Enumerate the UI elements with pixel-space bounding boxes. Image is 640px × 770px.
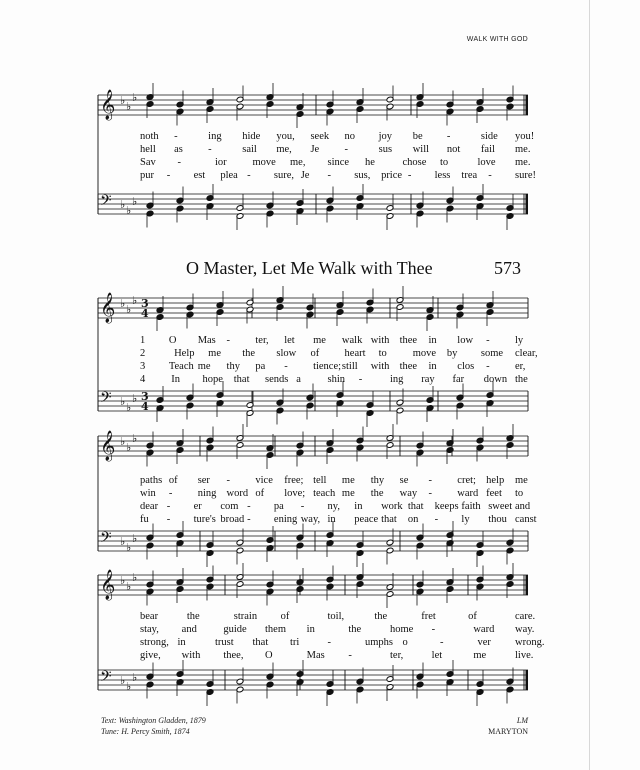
lyric-syllable: me. xyxy=(515,144,531,155)
lyric-syllable: that xyxy=(407,501,424,512)
lyric-syllable: some xyxy=(480,348,504,359)
syllable-hyphen: - xyxy=(358,374,363,385)
lyric-syllable: me xyxy=(197,361,211,372)
lyric-syllable: side xyxy=(480,131,498,142)
lyric-syllable: ter, xyxy=(255,335,269,346)
syllable-hyphen: - xyxy=(434,514,439,525)
syllable-hyphen: - xyxy=(428,488,432,499)
lyric-syllable: love xyxy=(477,157,496,168)
lyric-syllable: in xyxy=(354,501,363,512)
lyric-syllable: thy xyxy=(226,361,240,372)
lyric-syllable: home xyxy=(390,624,414,635)
lyric-syllable: hell xyxy=(140,144,156,155)
lyric-syllable: 1 xyxy=(140,335,146,346)
flat-sign: ♭ xyxy=(126,541,132,554)
time-signature: 3 xyxy=(141,390,149,403)
lyric-syllable: stay, xyxy=(140,624,159,635)
syllable-hyphen: - xyxy=(431,624,436,635)
lyric-syllable: clear, xyxy=(515,348,538,359)
lyric-syllable: and xyxy=(515,501,531,512)
syllable-hyphen: - xyxy=(486,361,490,372)
flat-sign: ♭ xyxy=(132,571,138,584)
lyric-syllable: o xyxy=(402,637,408,648)
lyric-syllable: love; xyxy=(284,488,306,499)
lyric-syllable: he xyxy=(365,157,375,168)
lyric-syllable: hide xyxy=(242,131,261,142)
lyric-syllable: ny, xyxy=(327,501,340,512)
lyric-syllable: trea xyxy=(461,170,478,181)
syllable-hyphen: - xyxy=(446,131,451,142)
lyric-syllable: ening xyxy=(273,514,298,525)
lyric-line xyxy=(0,475,640,487)
final-barline xyxy=(526,95,529,115)
lyric-syllable: them xyxy=(265,624,286,635)
lyric-syllable: give, xyxy=(140,650,161,661)
lyric-syllable: trust xyxy=(215,637,234,648)
lyric-syllable: in xyxy=(177,637,186,648)
lyric-syllable: let xyxy=(431,650,443,661)
lyric-syllable: sure! xyxy=(515,170,536,181)
flat-sign: ♭ xyxy=(132,392,138,405)
syllable-hyphen: - xyxy=(166,170,171,181)
lyric-syllable: tri xyxy=(290,637,300,648)
lyric-line xyxy=(0,637,640,649)
lyric-syllable: guide xyxy=(223,624,247,635)
lyric-syllable: ward xyxy=(473,624,495,635)
lyric-syllable: by xyxy=(446,348,458,359)
lyric-syllable: that xyxy=(381,514,397,525)
syllable-hyphen: - xyxy=(327,637,331,648)
final-barline xyxy=(526,670,529,690)
lyric-syllable: to xyxy=(440,157,449,168)
tune-name: MARYTON xyxy=(488,727,528,736)
lyric-line xyxy=(0,144,640,156)
lyric-syllable: Mas xyxy=(306,650,325,661)
treble-clef: 𝄞 xyxy=(100,90,116,120)
syllable-hyphen: - xyxy=(247,170,251,181)
flat-sign: ♭ xyxy=(120,674,126,687)
lyric-syllable: will xyxy=(412,144,430,155)
lyric-syllable: in xyxy=(428,335,437,346)
lyric-syllable: me. xyxy=(515,157,531,168)
lyric-syllable: Help xyxy=(174,348,195,359)
lyric-syllable: sends xyxy=(265,374,289,385)
lyric-syllable: a xyxy=(296,374,301,385)
lyric-line xyxy=(0,611,640,623)
lyric-syllable: er, xyxy=(515,361,526,372)
final-barline xyxy=(526,194,529,214)
syllable-hyphen: - xyxy=(247,501,251,512)
flat-sign: ♭ xyxy=(120,94,126,107)
lyric-line xyxy=(0,131,640,143)
lyric-syllable: the xyxy=(242,348,256,359)
lyric-syllable: me xyxy=(208,348,221,359)
treble-clef: 𝄞 xyxy=(100,431,116,461)
lyric-syllable: ly xyxy=(461,514,470,525)
lyric-syllable: shin xyxy=(327,374,346,385)
lyric-syllable: the xyxy=(186,611,200,622)
lyric-syllable: tell xyxy=(313,475,327,486)
bass-clef: 𝄢 xyxy=(100,668,112,689)
lyric-syllable: sus xyxy=(378,144,393,155)
lyric-syllable: se xyxy=(399,475,409,486)
treble-clef: 𝄞 xyxy=(100,570,116,600)
lyric-syllable: less xyxy=(434,170,451,181)
lyric-syllable: cret; xyxy=(457,475,476,486)
lyric-syllable: peace xyxy=(354,514,379,525)
lyric-syllable: Mas xyxy=(197,335,216,346)
lyric-syllable: since xyxy=(327,157,350,168)
lyric-syllable: plea xyxy=(220,170,238,181)
lyric-syllable: word xyxy=(226,488,249,499)
lyric-syllable: er xyxy=(193,501,202,512)
lyric-syllable: move xyxy=(412,348,437,359)
lyric-syllable: Teach xyxy=(168,361,194,372)
lyric-syllable: com xyxy=(220,501,239,512)
lyric-syllable: hope xyxy=(202,374,223,385)
lyric-syllable: broad xyxy=(220,514,245,525)
lyric-syllable: ture's xyxy=(193,514,216,525)
lyric-syllable: est xyxy=(193,170,206,181)
lyric-syllable: help xyxy=(486,475,505,486)
lyric-syllable: with xyxy=(370,335,390,346)
syllable-hyphen: - xyxy=(168,488,173,499)
lyric-syllable: sus, xyxy=(354,170,371,181)
lyric-syllable: as xyxy=(174,144,183,155)
lyric-syllable: of xyxy=(255,488,265,499)
lyric-syllable: the xyxy=(348,624,362,635)
lyric-syllable: me, xyxy=(290,157,306,168)
lyric-syllable: seek xyxy=(310,131,330,142)
lyric-syllable: sure, xyxy=(273,170,295,181)
lyric-syllable: you! xyxy=(515,131,535,142)
flat-sign: ♭ xyxy=(120,435,126,448)
lyric-line xyxy=(0,361,640,373)
lyric-syllable: free; xyxy=(284,475,304,486)
syllable-hyphen: - xyxy=(247,514,251,525)
syllable-hyphen: - xyxy=(428,475,432,486)
lyric-syllable: thou xyxy=(488,514,507,525)
lyric-syllable: low xyxy=(457,335,474,346)
section-header: WALK WITH GOD xyxy=(466,36,528,43)
lyric-syllable: faith xyxy=(461,501,481,512)
lyric-syllable: 4 xyxy=(140,374,146,385)
lyric-syllable: move xyxy=(252,157,276,168)
text-credit: Text: Washington Gladden, 1879 xyxy=(101,716,206,725)
bass-clef: 𝄢 xyxy=(100,192,112,213)
lyric-syllable: ray xyxy=(421,374,435,385)
flat-sign: ♭ xyxy=(120,535,126,548)
lyric-syllable: on xyxy=(407,514,419,525)
lyric-syllable: live. xyxy=(515,650,534,661)
lyric-syllable: of xyxy=(168,475,178,486)
lyric-syllable: ser xyxy=(197,475,210,486)
lyric-syllable: chose xyxy=(402,157,427,168)
lyric-syllable: that xyxy=(252,637,269,648)
syllable-hyphen: - xyxy=(348,650,352,661)
lyric-syllable: paths xyxy=(140,475,163,486)
lyric-syllable: dear xyxy=(140,501,159,512)
lyric-syllable: the xyxy=(515,374,528,385)
flat-sign: ♭ xyxy=(132,91,138,104)
lyric-syllable: ver xyxy=(477,637,491,648)
syllable-hyphen: - xyxy=(407,170,412,181)
syllable-hyphen: - xyxy=(226,475,231,486)
lyric-syllable: 2 xyxy=(140,348,146,359)
lyric-syllable: still xyxy=(341,361,358,372)
lyric-syllable: ly xyxy=(515,335,524,346)
lyric-syllable: wrong. xyxy=(515,637,545,648)
treble-clef: 𝄞 xyxy=(100,293,116,323)
lyric-syllable: thee xyxy=(399,335,418,346)
lyric-syllable: me xyxy=(341,475,355,486)
lyric-syllable: clos xyxy=(457,361,475,372)
lyric-syllable: and xyxy=(181,624,197,635)
lyric-syllable: ward xyxy=(457,488,479,499)
syllable-hyphen: - xyxy=(488,170,492,181)
lyric-syllable: canst xyxy=(515,514,537,525)
lyric-syllable: umphs xyxy=(365,637,394,648)
lyric-syllable: be xyxy=(412,131,423,142)
lyric-syllable: Je xyxy=(300,170,310,181)
lyric-syllable: in xyxy=(306,624,315,635)
lyric-syllable: keeps xyxy=(434,501,459,512)
lyric-syllable: strain xyxy=(233,611,258,622)
lyric-syllable: in xyxy=(428,361,437,372)
syllable-hyphen: - xyxy=(344,144,349,155)
lyric-syllable: to xyxy=(515,488,524,499)
lyric-syllable: thy xyxy=(370,475,385,486)
lyric-syllable: Sav xyxy=(140,157,156,168)
lyric-syllable: pur xyxy=(140,170,154,181)
lyric-syllable: ter, xyxy=(390,650,404,661)
lyric-line xyxy=(0,501,640,513)
lyric-syllable: bear xyxy=(140,611,159,622)
lyric-syllable: you, xyxy=(276,131,295,142)
lyric-syllable: with xyxy=(370,361,390,372)
lyric-syllable: down xyxy=(483,374,508,385)
lyric-syllable: Je xyxy=(310,144,320,155)
lyric-syllable: ing xyxy=(208,131,222,142)
flat-sign: ♭ xyxy=(120,297,126,310)
lyric-syllable: in xyxy=(327,514,336,525)
lyric-syllable: of xyxy=(280,611,290,622)
lyric-syllable: sail xyxy=(242,144,257,155)
lyric-syllable: walk xyxy=(341,335,363,346)
lyric-syllable: heart xyxy=(344,348,366,359)
time-signature: 4 xyxy=(141,307,149,320)
lyric-syllable: price xyxy=(381,170,403,181)
lyric-syllable: win xyxy=(140,488,156,499)
lyric-line xyxy=(0,488,640,500)
lyric-syllable: way. xyxy=(515,624,535,635)
lyric-syllable: of xyxy=(310,348,320,359)
lyric-line xyxy=(0,335,640,347)
flat-sign: ♭ xyxy=(126,303,132,316)
syllable-hyphen: - xyxy=(166,501,171,512)
syllable-hyphen: - xyxy=(327,170,331,181)
flat-sign: ♭ xyxy=(132,432,138,445)
syllable-hyphen: - xyxy=(177,157,181,168)
lyric-syllable: far xyxy=(452,374,465,385)
lyric-syllable: teach xyxy=(313,488,336,499)
lyric-syllable: work xyxy=(381,501,403,512)
syllable-hyphen: - xyxy=(166,514,171,525)
lyric-line xyxy=(0,157,640,169)
bass-clef: 𝄢 xyxy=(100,389,112,410)
lyric-syllable: 3 xyxy=(140,361,146,372)
lyric-line xyxy=(0,170,640,182)
time-signature: 3 xyxy=(141,297,149,310)
lyric-syllable: pa xyxy=(255,361,266,372)
lyric-syllable: fret xyxy=(421,611,436,622)
bass-clef: 𝄢 xyxy=(100,529,112,550)
lyric-syllable: care. xyxy=(515,611,536,622)
lyric-line xyxy=(0,650,640,662)
lyric-syllable: me, xyxy=(276,144,292,155)
lyric-line xyxy=(0,348,640,360)
lyric-syllable: to xyxy=(378,348,387,359)
lyric-syllable: tience; xyxy=(313,361,342,372)
lyric-syllable: the xyxy=(370,488,384,499)
meter: LM xyxy=(516,716,528,725)
lyric-syllable: thee xyxy=(399,361,418,372)
time-signature: 4 xyxy=(141,400,149,413)
lyric-syllable: me xyxy=(473,650,487,661)
lyric-syllable: joy xyxy=(378,131,393,142)
lyric-syllable: noth xyxy=(140,131,159,142)
lyric-syllable: O xyxy=(265,650,273,661)
flat-sign: ♭ xyxy=(126,204,132,217)
flat-sign: ♭ xyxy=(120,395,126,408)
lyric-syllable: ning xyxy=(197,488,217,499)
lyric-syllable: me xyxy=(515,475,528,486)
final-barline xyxy=(526,575,529,595)
lyric-syllable: the xyxy=(374,611,388,622)
lyric-syllable: way, xyxy=(300,514,321,525)
lyric-syllable: let xyxy=(284,335,295,346)
lyric-syllable: fu xyxy=(140,514,149,525)
syllable-hyphen: - xyxy=(486,335,490,346)
hymn-title: O Master, Let Me Walk with Thee xyxy=(186,258,433,278)
lyric-syllable: me xyxy=(341,488,355,499)
lyric-syllable: with xyxy=(181,650,201,661)
lyric-syllable: sweet xyxy=(488,501,513,512)
syllable-hyphen: - xyxy=(208,144,212,155)
lyric-syllable: thee, xyxy=(223,650,244,661)
syllable-hyphen: - xyxy=(284,361,288,372)
lyric-syllable: me xyxy=(313,335,326,346)
syllable-hyphen: - xyxy=(300,501,305,512)
flat-sign: ♭ xyxy=(126,680,132,693)
flat-sign: ♭ xyxy=(126,401,132,414)
lyric-syllable: fail xyxy=(480,144,495,155)
lyric-syllable: of xyxy=(468,611,477,622)
flat-sign: ♭ xyxy=(126,441,132,454)
syllable-hyphen: - xyxy=(226,335,231,346)
lyric-syllable: way xyxy=(399,488,418,499)
lyric-syllable: vice xyxy=(255,475,273,486)
syllable-hyphen: - xyxy=(174,131,178,142)
lyric-syllable: not xyxy=(446,144,461,155)
flat-sign: ♭ xyxy=(132,671,138,684)
lyric-syllable: O xyxy=(168,335,177,346)
hymn-number: 573 xyxy=(494,258,521,278)
lyric-syllable: feet xyxy=(486,488,502,499)
lyric-syllable: strong, xyxy=(140,637,169,648)
lyric-syllable: slow xyxy=(276,348,297,359)
flat-sign: ♭ xyxy=(126,580,132,593)
tune-credit: Tune: H. Percy Smith, 1874 xyxy=(101,727,190,736)
flat-sign: ♭ xyxy=(126,100,132,113)
lyric-line xyxy=(0,374,640,386)
lyric-syllable: pa xyxy=(273,501,284,512)
lyric-syllable: that xyxy=(233,374,250,385)
flat-sign: ♭ xyxy=(120,198,126,211)
flat-sign: ♭ xyxy=(132,532,138,545)
lyric-syllable: ing xyxy=(390,374,404,385)
lyric-syllable: In xyxy=(171,374,180,385)
flat-sign: ♭ xyxy=(132,195,138,208)
lyric-line xyxy=(0,624,640,636)
lyric-syllable: ior xyxy=(215,157,227,168)
flat-sign: ♭ xyxy=(132,294,138,307)
syllable-hyphen: - xyxy=(440,637,444,648)
lyric-syllable: toil, xyxy=(327,611,345,622)
lyric-syllable: no xyxy=(344,131,356,142)
flat-sign: ♭ xyxy=(120,574,126,587)
lyric-line xyxy=(0,514,640,526)
